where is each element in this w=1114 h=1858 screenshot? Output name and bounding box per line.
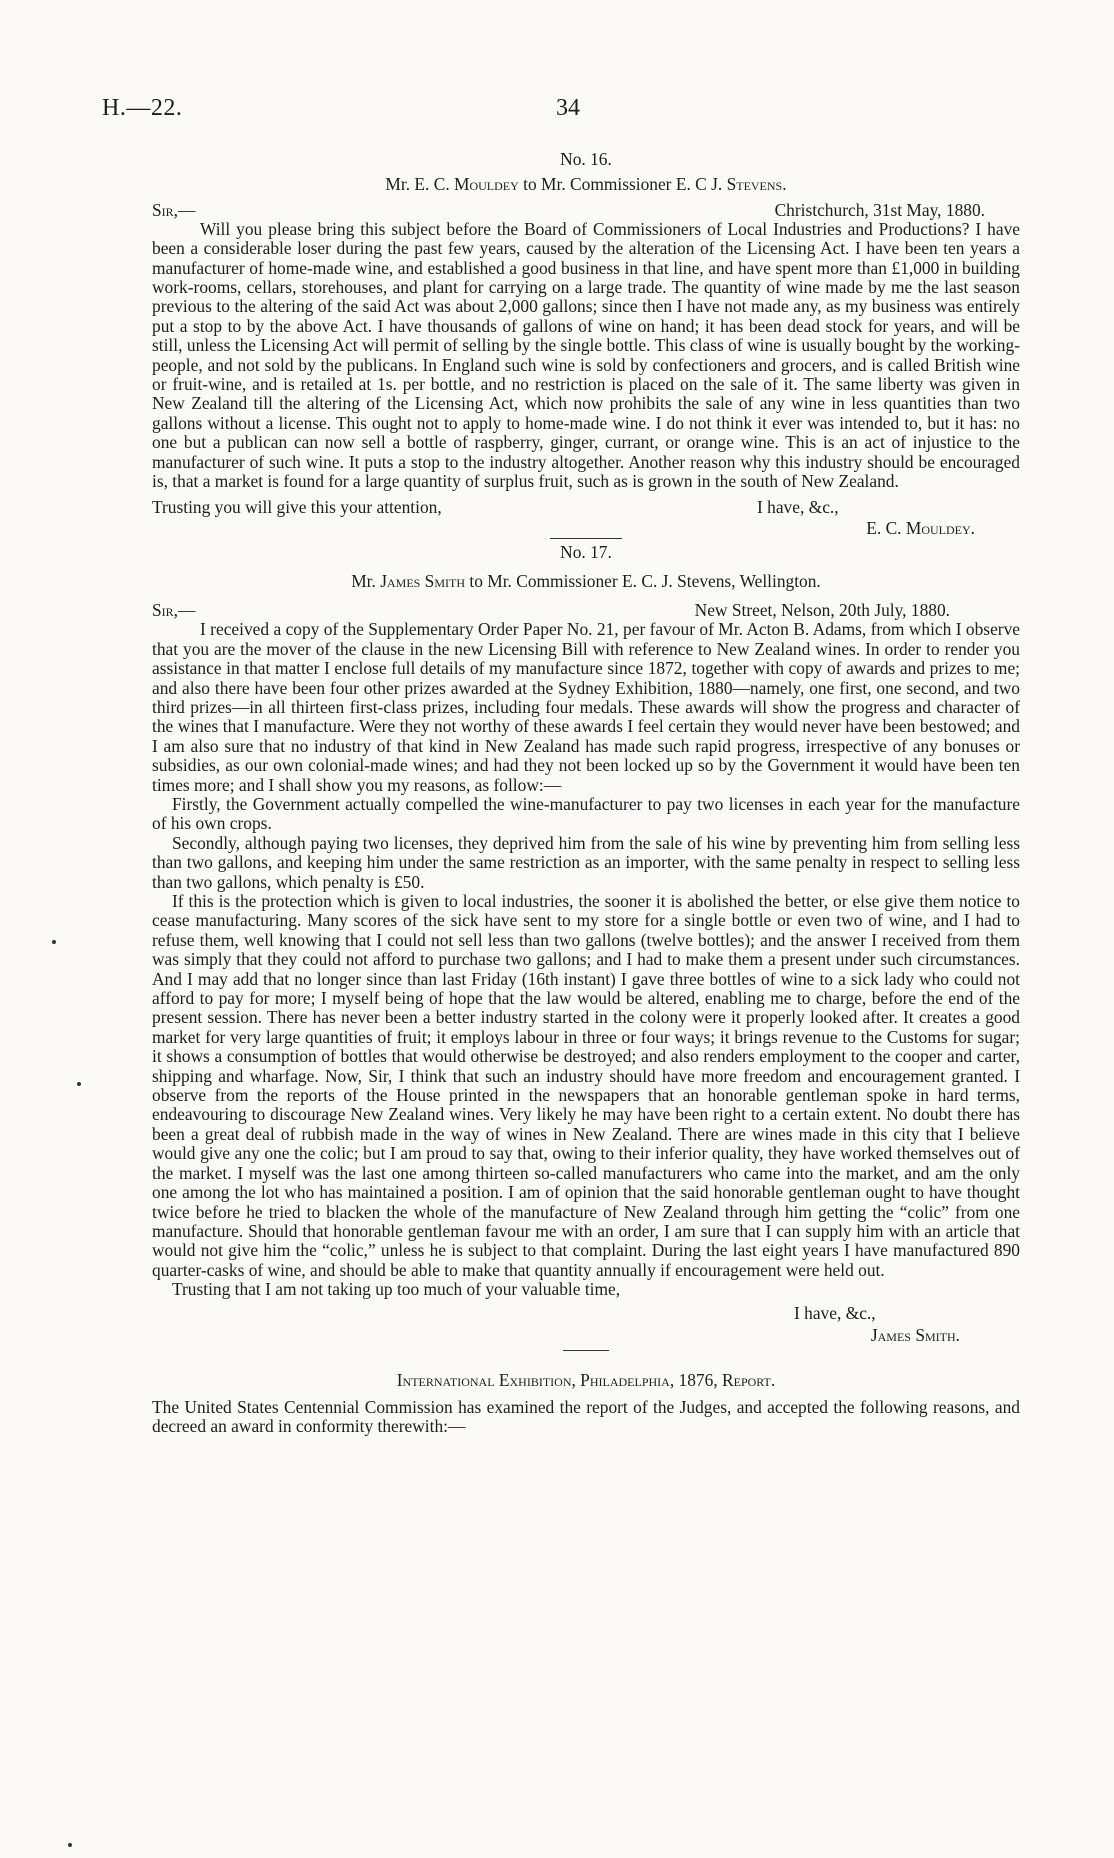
salutation-line <box>152 601 1020 620</box>
letter-number: No. 17. <box>560 541 612 562</box>
letter-paragraph: Trusting that I am not taking up too much of your valuable time, <box>172 1279 621 1300</box>
letter-paragraph: Secondly, although paying two licenses, they deprived him from the sale of his wine by preventing him from selling less than two gallons, and keeping him under the same restriction as an importer, with the same penalty in respect to selling less than two gallons, which penalty is £50. <box>152 832 1020 892</box>
sign-have: I have, &c., <box>794 1302 876 1323</box>
place-date: New Street, Nelson, 20th July, 1880. <box>694 600 950 621</box>
heading-sender: Mouldey <box>454 174 519 195</box>
letter-paragraph: Will you please bring this subject before the Board of Commissioners of Local Industries and Productions? I have been a considerable loser during the past few years, caused by the alteration of the Licensing Act. I have been ten years a manufacturer of home-made wine, and established a good business in that line, and have spent more than £1,000 in building work-rooms, cellars, storehouses, and plant for carrying on a large trade. The quantity of wine made by me the last season previous to the altering of the said Act was about 2,000 gallons; since then I have not made any, as my business was entirely put a stop to by the above Act. I have thousands of gallons of wine on hand; it has been dead stock for years, and will be still, unless the Licensing Act will permit of selling by the single bottle. This class of wine is usually bought by the working-people, and not sold by the publicans. In England such wine is sold by confectioners and grocers, and is called British wine or fruit-wine, and is retailed at 1s. per bottle, and no restriction is placed on the sale of it. The same liberty was given in New Zealand till the altering of the Licensing Act, which now prohibits the sale of any wine in less quantities than two gallons without a license. This ought not to apply to home-made wine. I do not think it ever was intended to, but it has: no one but a publican can now sell a bottle of raspberry, ginger, currant, or orange wine. This is an act of injustice to the manufacturer of such wine. It puts a stop to the industry altogether. Another reason why this industry should be encouraged is, that a market is found for a large quantity of surplus fruit, such as is grown in the south of New Zealand. <box>152 218 1020 492</box>
letter-heading <box>152 175 1020 194</box>
heading-text: to Mr. Commissioner E. C. J. Stevens, Wellington. <box>465 570 821 591</box>
signoff <box>152 498 1020 540</box>
closing-text: Trusting you will give this your attention, <box>152 496 442 517</box>
heading-sender: James Smith <box>380 570 466 591</box>
margin-dot <box>52 940 56 944</box>
heading-text: Mr. E. C. <box>385 174 455 195</box>
letter-paragraph: If this is the protection which is given to local industries, the sooner it is abolished the better, or else give them notice to cease manufacturing. Many scores of the sick have sent to my store for a single bottle or even two of wine, and I had to refuse them, well knowing that I could not sell less than two gallons (twelve bottles); and the answer I received from them was simply that they could not afford to purchase two gallons; and I had to make them a present under such circumstances. And I may add that no longer since than last Friday (16th instant) I gave three bottles of wine to a sick lady who could not afford to pay for more; I myself being of hope that the law would be altered, enabling me to charge, before the end of the present session. There has never been a better industry started in the colony were it properly looked after. It creates a good market for very large quantities of fruit; it employs labour in three or four ways; it brings revenue to the Customs for sugar; it shows a consumption of bottles that would otherwise be destroyed; and also renders employment to the cooper and carter, shipping and wharfage. Now, Sir, I think that such an industry should have more freedom and encouragement granted. I observe from the reports of the House printed in the newspapers that an honorable gentleman spoke in hard terms, endeavouring to discourage New Zealand wines. Very likely he may have been right to a certain extent. No doubt there has been a great deal of rubbish made in the way of wines in New Zealand. There are wines made in this city that I believe would give any one the colic; but I am proud to say that, owing to their inferior quality, they have worked themselves out of the market. I myself was the last one among thirteen so-called manufacturers who came into the market, and am the only one among the lot who has maintained a position. I am of opinion that the said honorable gentleman ought to have thought twice before he tried to blacken the whole of the manufacture of New Zealand through him getting the “colic” from one manufacture. Should that honorable gentleman favour me with an order, I am sure that I can supply him with an article that would not give him the “colic,” unless he is subject to that complaint. During the last eight years I have manufactured 890 quarter-casks of wine, and should be able to make that quantity annually if encouragement were held out. <box>152 891 1020 1280</box>
place-date: Christchurch, 31st May, 1880. <box>774 199 985 220</box>
salutation: Sir,— <box>152 199 196 220</box>
heading-text: Mr. <box>351 570 381 591</box>
salutation-line <box>152 201 1020 220</box>
letter-paragraph: Firstly, the Government actually compelled the wine-manufacturer to pay two licenses in each year for the manufacture of his own crops. <box>152 793 1020 834</box>
letter-paragraph: I received a copy of the Supplementary Order Paper No. 21, per favour of Mr. Acton B. Adams, from which I observe that you are the mover of the clause in the new Licensing Bill with reference to New Zealand wines. In order to render you assistance in that matter I enclose full details of my manufacture since 1872, together with copy of awards and prizes to me; and also there have been four other prizes awarded at the Sydney Exhibition, 1880—namely, one first, one second, and two third prizes—in all thirteen first-class prizes, including four medals. These awards will show the progress and character of the wines that I manufacture. Were they not worthy of these awards I feel certain they would never have been bestowed; and I am also sure that no industry of that kind in New Zealand has made such rapid progress, irrespective of any bonuses or subsidies, as our own colonial-made wines; and had they not been locked up so by the Government it would have been ten times more; and I shall show you my reasons, as follow:— <box>152 619 1020 795</box>
margin-dot <box>77 1082 81 1086</box>
signature: E. C. Mouldey. <box>866 517 975 538</box>
letter-heading <box>152 572 1020 591</box>
heading-text: to Mr. Commissioner E. C J. <box>518 174 727 195</box>
divider <box>563 1350 609 1351</box>
document-body <box>152 150 1020 1437</box>
letter-number: No. 16. <box>560 149 612 169</box>
signoff <box>152 1304 1020 1348</box>
sign-have: I have, &c., <box>757 496 839 517</box>
signature: James Smith. <box>870 1324 960 1345</box>
heading-recipient: Stevens. <box>726 174 787 195</box>
document-reference: H.—22. <box>102 95 183 121</box>
report-paragraph: The United States Centennial Commission has examined the report of the Judges, and accepted the following reasons, and decreed an award in conformity therewith:— <box>152 1396 1020 1437</box>
page-number: 34 <box>556 95 580 121</box>
margin-dot <box>68 1843 72 1847</box>
report-title: International Exhibition, Philadelphia, 1876, Report. <box>396 1369 776 1390</box>
salutation: Sir,— <box>152 600 196 621</box>
closing-line <box>152 498 442 517</box>
